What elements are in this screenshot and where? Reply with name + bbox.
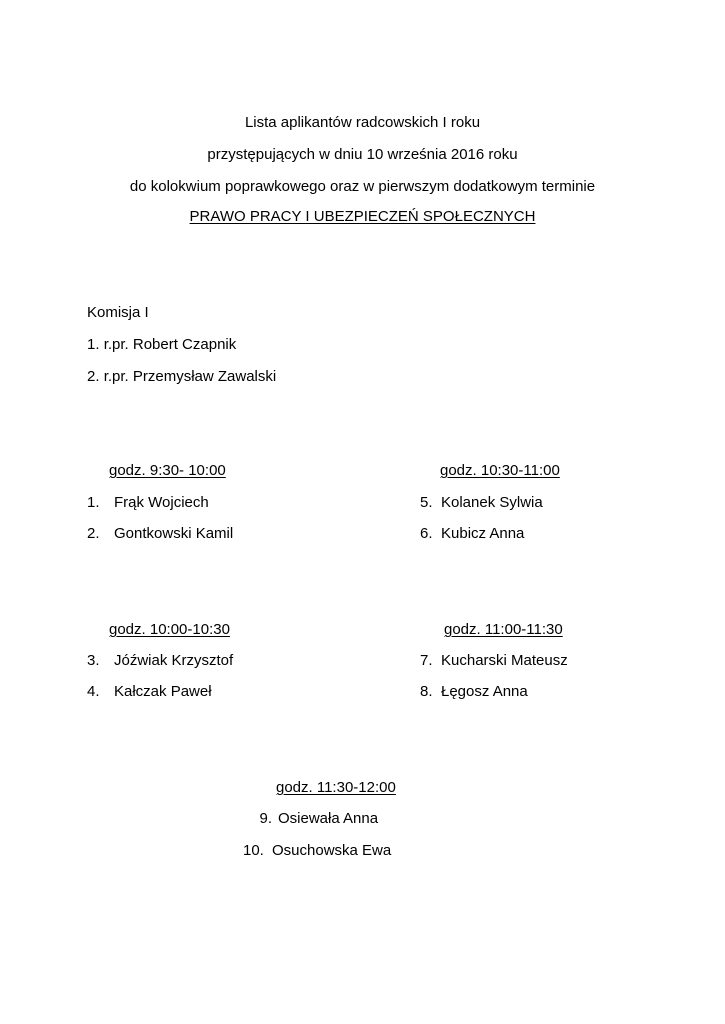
doc-title-line-2: przystępujących w dniu 10 września 2016 roku — [207, 146, 518, 163]
list-item — [87, 525, 233, 543]
list-item-name: Łęgosz Anna — [441, 683, 528, 700]
time-slot-heading: godz. 11:00-11:30 — [444, 621, 563, 638]
time-slot-heading: godz. 10:30-11:00 — [440, 462, 560, 479]
list-item-name: Jóźwiak Krzysztof — [114, 652, 234, 669]
time-slot-heading: godz. 9:30- 10:00 — [109, 462, 226, 479]
list-item — [243, 810, 378, 828]
list-item-number: 8. — [420, 683, 433, 700]
list-item — [420, 652, 568, 670]
list-item-number: 10. — [243, 842, 264, 859]
list-item-number: 1. — [87, 494, 100, 511]
list-item — [420, 525, 524, 543]
time-slot-heading: godz. 11:30-12:00 — [276, 779, 396, 796]
list-item-number: 4. — [87, 683, 100, 700]
list-item — [87, 652, 233, 670]
list-item — [420, 683, 528, 701]
doc-title-line-1: Lista aplikantów radcowskich I roku — [244, 114, 481, 131]
list-item-number: 5. — [420, 494, 433, 511]
committee-member — [87, 368, 276, 386]
committee-member-number: 2. — [87, 368, 100, 385]
committee-member-number: 1. — [87, 336, 100, 353]
list-item-number: 6. — [420, 525, 433, 542]
committee-member — [87, 336, 236, 354]
doc-title-line-3: do kolokwium poprawkowego oraz w pierwszym dodatkowym terminie — [129, 178, 596, 195]
list-item-name: Kubicz Anna — [441, 525, 525, 542]
doc-subject-wrap — [0, 208, 725, 226]
list-item-number: 7. — [420, 652, 433, 669]
list-item-name: Osiewała Anna — [278, 810, 379, 827]
list-item-number: 9. — [259, 810, 272, 827]
committee-member-name: r.pr. Przemysław Zawalski — [103, 368, 277, 385]
committee-title: Komisja I — [87, 304, 149, 321]
committee-member-name: r.pr. Robert Czapnik — [103, 336, 237, 353]
list-item — [87, 683, 212, 701]
list-item-name: Osuchowska Ewa — [272, 842, 392, 859]
list-item — [243, 842, 391, 860]
list-item-number: 3. — [87, 652, 100, 669]
list-item-number: 2. — [87, 525, 100, 542]
list-item-name: Kałczak Paweł — [114, 683, 212, 700]
list-item-name: Kolanek Sylwia — [441, 494, 543, 511]
list-item — [87, 494, 209, 512]
time-slot-heading: godz. 10:00-10:30 — [109, 621, 230, 638]
list-item — [420, 494, 543, 512]
list-item-name: Kucharski Mateusz — [441, 652, 568, 669]
list-item-name: Gontkowski Kamil — [114, 525, 234, 542]
doc-subject: PRAWO PRACY I UBEZPIECZEŃ SPOŁECZNYCH — [189, 208, 536, 225]
list-item-name: Frąk Wojciech — [114, 494, 209, 511]
